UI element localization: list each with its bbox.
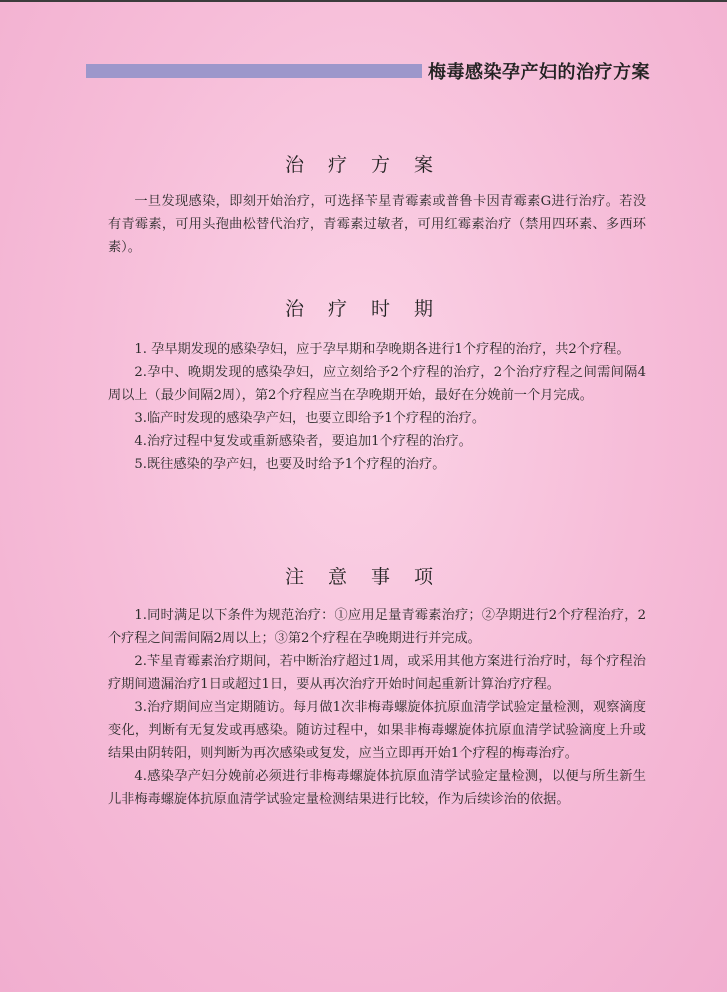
section-title-treatment-period: 治 疗 时 期 [284, 298, 443, 320]
section-body-treatment-period [108, 338, 646, 476]
section-title-treatment-plan: 治 疗 方 案 [284, 154, 443, 176]
section-title-precautions: 注 意 事 项 [284, 566, 443, 588]
section-body-treatment-plan [108, 190, 646, 259]
paragraph: 1. 孕早期发现的感染孕妇，应于孕早期和孕晚期各进行1个疗程的治疗，共2个疗程。 [134, 342, 630, 357]
paragraph: 5.既往感染的孕产妇，也要及时给予1个疗程的治疗。 [134, 457, 446, 472]
paragraph: 2.苄星青霉素治疗期间，若中断治疗超过1周，或采用其他方案进行治疗时，每个疗程治疗期间遗漏治疗1日或超过1日，要从再次治疗开始时间起重新计算治疗疗程。 [108, 654, 646, 692]
paragraph: 4.感染孕产妇分娩前必须进行非梅毒螺旋体抗原血清学试验定量检测，以便与所生新生儿非梅毒螺旋体抗原血清学试验定量检测结果进行比较，作为后续诊治的依据。 [108, 769, 646, 807]
page-header-title: 梅毒感染孕产妇的治疗方案 [428, 62, 650, 83]
paragraph: 2.孕中、晚期发现的感染孕妇，应立刻给予2个疗程的治疗，2个治疗疗程之间需间隔4周以上（最少间隔2周），第2个疗程应当在孕晚期开始，最好在分娩前一个月完成。 [108, 365, 646, 403]
top-border-rule [0, 0, 727, 2]
paragraph: 3.治疗期间应当定期随访。每月做1次非梅毒螺旋体抗原血清学试验定量检测，观察滴度变化，判断有无复发或再感染。随访过程中，如果非梅毒螺旋体抗原血清学试验滴度上升或结果由阴转阳，则判断为再次感染或复发，应当立即再开始1个疗程的梅毒治疗。 [108, 700, 646, 761]
header-accent-bar [86, 64, 422, 78]
paragraph: 3.临产时发现的感染孕产妇，也要立即给予1个疗程的治疗。 [134, 411, 486, 426]
paragraph: 1.同时满足以下条件为规范治疗：①应用足量青霉素治疗；②孕期进行2个疗程治疗，2个疗程之间需间隔2周以上；③第2个疗程在孕晚期进行并完成。 [108, 608, 646, 646]
paragraph: 一旦发现感染，即刻开始治疗，可选择苄星青霉素或普鲁卡因青霉素G进行治疗。若没有青霉素，可用头孢曲松替代治疗，青霉素过敏者，可用红霉素治疗（禁用四环素、多西环素）。 [108, 194, 646, 255]
section-body-precautions [108, 604, 646, 811]
paragraph: 4.治疗过程中复发或重新感染者，要追加1个疗程的治疗。 [134, 434, 472, 449]
